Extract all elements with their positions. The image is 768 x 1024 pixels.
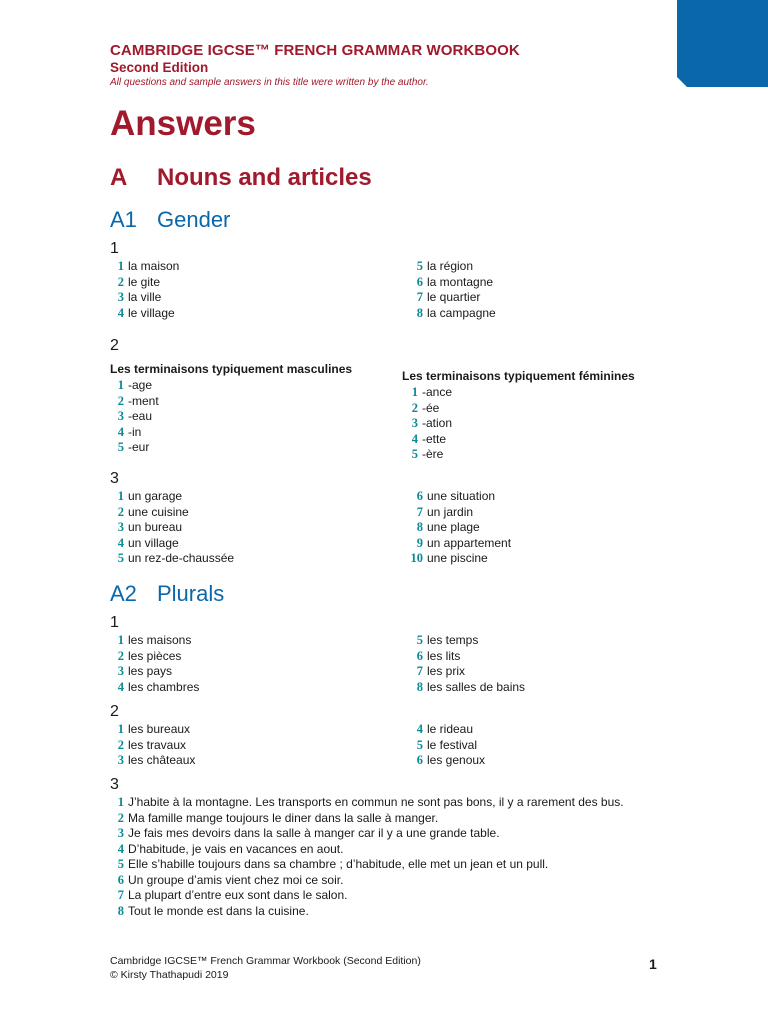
list-item	[110, 738, 195, 754]
item-number: 5	[416, 737, 423, 752]
item-number: 6	[416, 648, 423, 663]
exercise-number: 2	[110, 337, 119, 354]
subsection-code: A2	[110, 581, 137, 606]
answer-list-left	[110, 722, 195, 769]
item-text: les maisons	[128, 633, 192, 647]
list-item	[110, 633, 199, 649]
item-text: le festival	[427, 737, 478, 752]
item-number: 3	[411, 416, 418, 430]
list-item	[110, 722, 195, 738]
list-item	[404, 520, 511, 536]
list-item	[110, 551, 234, 567]
list-item	[404, 489, 511, 505]
item-number: 9	[416, 535, 423, 550]
answer-list-left	[110, 259, 179, 321]
section-heading	[110, 164, 372, 192]
masculine-heading: Les terminaisons typiquement masculines	[110, 362, 353, 376]
list-item	[110, 888, 650, 904]
exercise-number: 3	[110, 470, 119, 487]
item-text: un appartement	[427, 535, 512, 550]
item-text: les temps	[427, 633, 479, 647]
list-item	[110, 904, 650, 920]
item-text: les chambres	[128, 679, 200, 694]
answer-list-right	[404, 633, 525, 695]
exercise-number: 1	[110, 240, 119, 257]
item-text: la maison	[128, 259, 180, 273]
item-text: -ée	[422, 400, 440, 415]
sentence-list	[110, 795, 650, 919]
item-number: 6	[416, 274, 423, 289]
footer-book-title: Cambridge IGCSE™ French Grammar Workbook (Second Edition)	[110, 955, 421, 967]
item-text: les châteaux	[128, 753, 196, 767]
item-number: 6	[117, 872, 124, 887]
item-number: 4	[411, 431, 418, 446]
item-number: 4	[117, 424, 124, 439]
item-number: 5	[416, 633, 423, 647]
item-text: -ère	[422, 447, 444, 461]
list-item	[110, 259, 179, 275]
subsection-heading-a1	[110, 207, 230, 233]
item-text: les bureaux	[128, 722, 191, 736]
item-number: 2	[117, 393, 124, 408]
list-item	[110, 275, 179, 291]
answer-list-right	[404, 722, 485, 769]
item-number: 2	[117, 737, 124, 752]
list-item	[110, 409, 159, 425]
item-number: 4	[416, 722, 423, 736]
list-item	[404, 536, 511, 552]
item-number: 1	[117, 378, 124, 392]
item-number: 1	[411, 385, 418, 399]
list-item	[110, 826, 650, 842]
list-item	[110, 290, 179, 306]
page-title: Answers	[110, 104, 256, 143]
item-number: 7	[416, 664, 423, 678]
item-number: 8	[117, 903, 124, 918]
item-text: le village	[128, 305, 175, 320]
list-item	[404, 680, 525, 696]
item-text: les travaux	[128, 737, 187, 752]
list-item	[110, 378, 159, 394]
item-text: la ville	[128, 290, 162, 304]
item-number: 7	[117, 888, 124, 902]
list-item	[110, 505, 234, 521]
item-number: 5	[117, 857, 124, 871]
subsection-code: A1	[110, 207, 137, 232]
item-number: 10	[410, 551, 423, 565]
masculine-list	[110, 378, 159, 456]
list-item	[110, 811, 650, 827]
item-text: un village	[128, 535, 179, 550]
list-item	[110, 425, 159, 441]
item-text: la campagne	[427, 305, 496, 320]
list-item	[404, 722, 485, 738]
item-text: Tout le monde est dans la cuisine.	[128, 903, 309, 918]
list-item	[404, 649, 525, 665]
list-item	[404, 738, 485, 754]
corner-tab	[677, 0, 768, 87]
item-number: 3	[117, 664, 124, 678]
item-text: la région	[427, 259, 474, 273]
item-number: 5	[117, 551, 124, 565]
item-number: 5	[411, 447, 418, 461]
item-number: 3	[117, 409, 124, 423]
list-item	[110, 842, 650, 858]
item-number: 3	[117, 520, 124, 534]
exercise-number: 2	[110, 703, 119, 720]
item-text: -in	[128, 424, 142, 439]
page-number: 1	[649, 956, 657, 972]
list-item	[110, 873, 650, 889]
feminine-list	[404, 385, 452, 463]
item-number: 7	[416, 504, 423, 519]
list-item	[110, 489, 234, 505]
item-number: 4	[117, 679, 124, 694]
list-item	[110, 649, 199, 665]
list-item	[404, 447, 452, 463]
item-number: 1	[117, 795, 124, 809]
item-text: les pays	[128, 664, 173, 678]
header-edition: Second Edition	[110, 60, 209, 75]
item-text: Un groupe d’amis vient chez moi ce soir.	[128, 872, 344, 887]
item-number: 8	[416, 305, 423, 320]
item-text: D’habitude, je vais en vacances en aout.	[128, 841, 344, 856]
item-number: 1	[117, 259, 124, 273]
item-text: une cuisine	[128, 504, 189, 519]
item-number: 1	[117, 633, 124, 647]
list-item	[110, 520, 234, 536]
item-text: une situation	[427, 489, 496, 503]
item-number: 3	[117, 826, 124, 840]
list-item	[404, 432, 452, 448]
answer-list-left	[110, 489, 234, 567]
exercise-number: 1	[110, 614, 119, 631]
item-text: Ma famille mange toujours le diner dans la salle à manger.	[128, 810, 439, 825]
item-text: les genoux	[427, 753, 486, 767]
list-item	[404, 664, 525, 680]
item-text: les prix	[427, 664, 466, 678]
list-item	[110, 795, 650, 811]
item-text: un bureau	[128, 520, 183, 534]
feminine-heading: Les terminaisons typiquement féminines	[402, 369, 635, 383]
list-item	[404, 633, 525, 649]
answer-list-right	[404, 259, 496, 321]
header-note: All questions and sample answers in this title were written by the author.	[110, 77, 429, 88]
list-item	[404, 306, 496, 322]
item-text: Je fais mes devoirs dans la salle à manger car il y a une grande table.	[128, 826, 500, 840]
list-item	[404, 551, 511, 567]
item-text: les salles de bains	[427, 679, 526, 694]
subsection-heading-a2	[110, 581, 224, 607]
item-number: 2	[117, 504, 124, 519]
item-number: 2	[117, 274, 124, 289]
list-item	[404, 505, 511, 521]
list-item	[110, 857, 650, 873]
item-text: le rideau	[427, 722, 474, 736]
item-text: -ment	[128, 393, 159, 408]
item-number: 2	[117, 648, 124, 663]
section-letter: A	[110, 164, 128, 191]
item-text: le gite	[128, 274, 161, 289]
item-number: 7	[416, 290, 423, 304]
item-number: 5	[416, 259, 423, 273]
item-text: une piscine	[427, 551, 488, 565]
list-item	[404, 275, 496, 291]
exercise-number: 3	[110, 776, 119, 793]
item-number: 1	[117, 722, 124, 736]
item-text: les lits	[427, 648, 461, 663]
item-number: 4	[117, 535, 124, 550]
item-text: un rez-de-chaussée	[128, 551, 235, 565]
item-text: -ation	[422, 416, 453, 430]
subsection-title: Plurals	[157, 581, 225, 606]
list-item	[110, 394, 159, 410]
answer-list-right	[404, 489, 511, 567]
item-number: 6	[416, 489, 423, 503]
item-text: la montagne	[427, 274, 494, 289]
item-number: 3	[117, 753, 124, 767]
list-item	[404, 290, 496, 306]
list-item	[110, 664, 199, 680]
list-item	[404, 401, 452, 417]
item-text: La plupart d’entre eux sont dans le salon.	[128, 888, 348, 902]
list-item	[404, 385, 452, 401]
item-number: 1	[117, 489, 124, 503]
item-text: les pièces	[128, 648, 182, 663]
answer-list-left	[110, 633, 199, 695]
header-title: CAMBRIDGE IGCSE™ FRENCH GRAMMAR WORKBOOK	[110, 42, 520, 59]
item-number: 6	[416, 753, 423, 767]
item-text: -ance	[422, 385, 453, 399]
section-title: Nouns and articles	[157, 164, 372, 191]
list-item	[404, 753, 485, 769]
item-text: un jardin	[427, 504, 474, 519]
list-item	[110, 536, 234, 552]
list-item	[110, 753, 195, 769]
list-item	[110, 440, 159, 456]
item-text: une plage	[427, 520, 480, 534]
item-number: 8	[416, 520, 423, 534]
item-text: Elle s’habille toujours dans sa chambre ; d’habitude, elle met un jean et un pull.	[128, 857, 549, 871]
item-number: 5	[117, 440, 124, 454]
item-number: 2	[117, 810, 124, 825]
item-number: 2	[411, 400, 418, 415]
item-text: -ette	[422, 431, 447, 446]
item-number: 8	[416, 679, 423, 694]
list-item	[110, 306, 179, 322]
item-number: 4	[117, 305, 124, 320]
list-item	[404, 416, 452, 432]
subsection-title: Gender	[157, 207, 231, 232]
item-text: -eur	[128, 440, 150, 454]
item-number: 3	[117, 290, 124, 304]
list-item	[110, 680, 199, 696]
item-number: 4	[117, 841, 124, 856]
footer-copyright: © Kirsty Thathapudi 2019	[110, 969, 229, 981]
item-text: le quartier	[427, 290, 481, 304]
item-text: -eau	[128, 409, 153, 423]
item-text: un garage	[128, 489, 183, 503]
item-text: J’habite à la montagne. Les transports en commun ne sont pas bons, il y a rarement des bus.	[128, 795, 624, 809]
list-item	[404, 259, 496, 275]
item-text: -age	[128, 378, 153, 392]
